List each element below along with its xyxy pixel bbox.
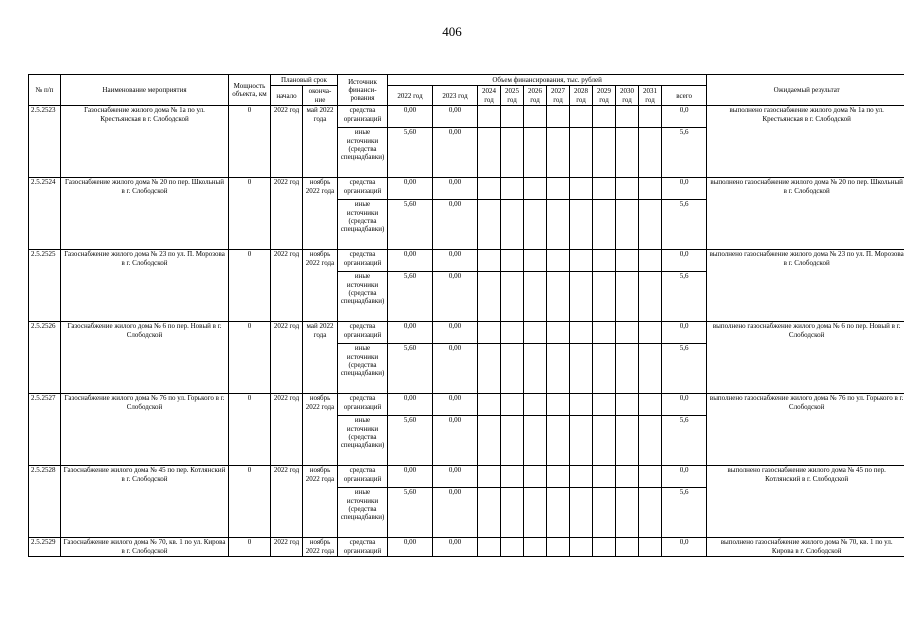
expected-result: выполнено газоснабжение жилого дома № 6 по пер. Новый в г. Слободской	[707, 322, 904, 394]
value-2022: 0,00	[388, 106, 433, 128]
source-organizations: средства организаций	[338, 106, 388, 128]
term-end: ноябрь 2022 года	[303, 538, 338, 557]
header-year-2030: 2030 год	[616, 86, 639, 106]
source-organizations: средства организаций	[338, 178, 388, 200]
header-year-2022: 2022 год	[388, 86, 433, 106]
header-term-start: начало	[271, 86, 303, 106]
value-2022: 0,00	[388, 250, 433, 272]
source-other: иные источники (средства спецнадбавки)	[338, 344, 388, 394]
source-other: иные источники (средства спецнадбавки)	[338, 272, 388, 322]
page-number: 406	[442, 24, 462, 39]
value-2029	[593, 466, 616, 488]
value-2023: 0,00	[433, 538, 478, 557]
header-year-2029: 2029 год	[593, 86, 616, 106]
value-2029	[593, 106, 616, 128]
value-2028	[570, 178, 593, 200]
table-header	[29, 75, 904, 106]
term-end: ноябрь 2022 года	[303, 178, 338, 250]
term-start: 2022 год	[271, 106, 303, 178]
header-year-2024: 2024 год	[478, 86, 501, 106]
value-2030	[616, 128, 639, 178]
value-total: 0,0	[662, 538, 707, 557]
value-2031	[639, 322, 662, 344]
source-other: иные источники (средства спецнадбавки)	[338, 488, 388, 538]
value-2030	[616, 178, 639, 200]
value-2025	[501, 394, 524, 416]
value-2028	[570, 466, 593, 488]
value-2030	[616, 466, 639, 488]
header-volume: Объем финансирования, тыс. рублей	[388, 75, 707, 86]
value-2030	[616, 250, 639, 272]
value-2031	[639, 488, 662, 538]
value-2025	[501, 106, 524, 128]
source-other: иные источники (средства спецнадбавки)	[338, 128, 388, 178]
value-2026	[524, 250, 547, 272]
value-2026	[524, 466, 547, 488]
value-2029	[593, 394, 616, 416]
value-2023: 0,00	[433, 394, 478, 416]
value-2026	[524, 488, 547, 538]
term-start: 2022 год	[271, 466, 303, 538]
value-total: 5,6	[662, 488, 707, 538]
table-row	[29, 538, 904, 557]
value-2022: 5,60	[388, 344, 433, 394]
term-end: май 2022 года	[303, 106, 338, 178]
header-total: всего	[662, 86, 707, 106]
table-row	[29, 106, 904, 128]
value-2026	[524, 200, 547, 250]
value-2026	[524, 394, 547, 416]
value-2029	[593, 128, 616, 178]
value-2027	[547, 394, 570, 416]
value-total: 0,0	[662, 466, 707, 488]
value-2026	[524, 178, 547, 200]
financing-table	[28, 74, 904, 557]
value-2028	[570, 416, 593, 466]
value-2027	[547, 272, 570, 322]
value-total: 5,6	[662, 344, 707, 394]
measure-name: Газоснабжение жилого дома № 6 по пер. Новый в г. Слободской	[61, 322, 229, 394]
value-2031	[639, 416, 662, 466]
value-2026	[524, 106, 547, 128]
value-total: 5,6	[662, 416, 707, 466]
value-2025	[501, 250, 524, 272]
header-capacity: Мощность объекта, км	[229, 75, 271, 106]
value-2027	[547, 488, 570, 538]
value-2028	[570, 322, 593, 344]
value-2031	[639, 106, 662, 128]
value-2023: 0,00	[433, 344, 478, 394]
value-2023: 0,00	[433, 128, 478, 178]
value-2025	[501, 344, 524, 394]
value-2024	[478, 394, 501, 416]
value-2026	[524, 538, 547, 557]
value-2026	[524, 344, 547, 394]
value-2027	[547, 250, 570, 272]
value-2022: 5,60	[388, 272, 433, 322]
value-total: 5,6	[662, 272, 707, 322]
value-2023: 0,00	[433, 272, 478, 322]
value-2023: 0,00	[433, 106, 478, 128]
value-2028	[570, 272, 593, 322]
value-2027	[547, 200, 570, 250]
value-2024	[478, 106, 501, 128]
measure-name: Газоснабжение жилого дома № 1а по ул. Крестьянская в г. Слободской	[61, 106, 229, 178]
value-total: 0,0	[662, 178, 707, 200]
value-2025	[501, 200, 524, 250]
measure-name: Газоснабжение жилого дома № 45 по пер. Котлянский в г. Слободской	[61, 466, 229, 538]
measure-name: Газоснабжение жилого дома № 20 по пер. Школьный в г. Слободской	[61, 178, 229, 250]
value-2029	[593, 344, 616, 394]
value-2030	[616, 272, 639, 322]
header-no: № п/п	[29, 75, 61, 106]
value-2029	[593, 200, 616, 250]
value-2031	[639, 344, 662, 394]
header-year-2023: 2023 год	[433, 86, 478, 106]
expected-result: выполнено газоснабжение жилого дома № 23 по ул. П. Морозова в г. Слободской	[707, 250, 904, 322]
value-2029	[593, 250, 616, 272]
source-other: иные источники (средства спецнадбавки)	[338, 416, 388, 466]
value-2029	[593, 416, 616, 466]
value-2030	[616, 538, 639, 557]
value-2025	[501, 272, 524, 322]
header-year-2026: 2026 год	[524, 86, 547, 106]
table-body	[29, 106, 904, 557]
header-year-2028: 2028 год	[570, 86, 593, 106]
header-year-2025: 2025 год	[501, 86, 524, 106]
capacity-value: 0	[229, 178, 271, 250]
table-row	[29, 250, 904, 272]
value-2025	[501, 416, 524, 466]
value-2024	[478, 250, 501, 272]
value-2022: 0,00	[388, 394, 433, 416]
value-2023: 0,00	[433, 200, 478, 250]
header-name: Наименование мероприятия	[61, 75, 229, 106]
value-2031	[639, 178, 662, 200]
capacity-value: 0	[229, 322, 271, 394]
value-2025	[501, 128, 524, 178]
value-2031	[639, 250, 662, 272]
header-year-2031: 2031 год	[639, 86, 662, 106]
value-total: 5,6	[662, 200, 707, 250]
value-2025	[501, 538, 524, 557]
value-2028	[570, 488, 593, 538]
term-start: 2022 год	[271, 538, 303, 557]
value-2023: 0,00	[433, 322, 478, 344]
value-2031	[639, 466, 662, 488]
source-organizations: средства организаций	[338, 466, 388, 488]
row-number: 2.5.2529	[29, 538, 61, 557]
value-2022: 5,60	[388, 488, 433, 538]
capacity-value: 0	[229, 394, 271, 466]
value-2027	[547, 178, 570, 200]
value-2028	[570, 394, 593, 416]
value-2023: 0,00	[433, 488, 478, 538]
value-2027	[547, 416, 570, 466]
value-2028	[570, 538, 593, 557]
value-2029	[593, 178, 616, 200]
value-2030	[616, 416, 639, 466]
value-2024	[478, 178, 501, 200]
value-2030	[616, 322, 639, 344]
value-2024	[478, 538, 501, 557]
term-end: ноябрь 2022 года	[303, 250, 338, 322]
value-2031	[639, 272, 662, 322]
value-2028	[570, 250, 593, 272]
value-2027	[547, 466, 570, 488]
value-2026	[524, 416, 547, 466]
value-2031	[639, 394, 662, 416]
value-2027	[547, 322, 570, 344]
value-2024	[478, 322, 501, 344]
value-2022: 5,60	[388, 416, 433, 466]
value-2031	[639, 200, 662, 250]
expected-result: выполнено газоснабжение жилого дома № 45 по пер. Котлянский в г. Слободской	[707, 466, 904, 538]
value-2024	[478, 272, 501, 322]
capacity-value: 0	[229, 250, 271, 322]
value-2024	[478, 466, 501, 488]
value-2023: 0,00	[433, 416, 478, 466]
term-end: ноябрь 2022 года	[303, 394, 338, 466]
source-organizations: средства организаций	[338, 394, 388, 416]
term-start: 2022 год	[271, 250, 303, 322]
value-2023: 0,00	[433, 178, 478, 200]
value-2022: 5,60	[388, 128, 433, 178]
measure-name: Газоснабжение жилого дома № 23 по ул. П. Морозова в г. Слободской	[61, 250, 229, 322]
expected-result: выполнено газоснабжение жилого дома № 70, кв. 1 по ул. Кирова в г. Слободской	[707, 538, 904, 557]
value-2030	[616, 488, 639, 538]
value-2025	[501, 488, 524, 538]
expected-result: выполнено газоснабжение жилого дома № 76 по ул. Горького в г. Слободской	[707, 394, 904, 466]
value-2029	[593, 322, 616, 344]
header-year-2027: 2027 год	[547, 86, 570, 106]
value-2029	[593, 272, 616, 322]
value-2027	[547, 128, 570, 178]
value-2028	[570, 128, 593, 178]
value-total: 0,0	[662, 106, 707, 128]
value-2024	[478, 416, 501, 466]
capacity-value: 0	[229, 466, 271, 538]
value-2023: 0,00	[433, 466, 478, 488]
value-2025	[501, 466, 524, 488]
value-total: 0,0	[662, 322, 707, 344]
measure-name: Газоснабжение жилого дома № 76 по ул. Горького в г. Слободской	[61, 394, 229, 466]
header-source: Источник финанси-рования	[338, 75, 388, 106]
term-start: 2022 год	[271, 178, 303, 250]
row-number: 2.5.2523	[29, 106, 61, 178]
table-row	[29, 322, 904, 344]
term-end: ноябрь 2022 года	[303, 466, 338, 538]
value-2024	[478, 200, 501, 250]
value-2028	[570, 344, 593, 394]
value-2022: 0,00	[388, 538, 433, 557]
value-2030	[616, 394, 639, 416]
value-2027	[547, 538, 570, 557]
value-2029	[593, 538, 616, 557]
row-number: 2.5.2527	[29, 394, 61, 466]
measure-name: Газоснабжение жилого дома № 70, кв. 1 по ул. Кирова в г. Слободской	[61, 538, 229, 557]
capacity-value: 0	[229, 538, 271, 557]
value-2026	[524, 322, 547, 344]
source-other: иные источники (средства спецнадбавки)	[338, 200, 388, 250]
value-2031	[639, 128, 662, 178]
row-number: 2.5.2524	[29, 178, 61, 250]
value-2030	[616, 200, 639, 250]
source-organizations: средства организаций	[338, 538, 388, 557]
value-2023: 0,00	[433, 250, 478, 272]
term-start: 2022 год	[271, 394, 303, 466]
header-term: Плановый срок	[271, 75, 338, 86]
value-2026	[524, 128, 547, 178]
value-2025	[501, 322, 524, 344]
term-start: 2022 год	[271, 322, 303, 394]
value-2024	[478, 128, 501, 178]
table-row	[29, 394, 904, 416]
value-2028	[570, 106, 593, 128]
header-result: Ожидаемый результат	[707, 75, 904, 106]
value-2027	[547, 344, 570, 394]
source-organizations: средства организаций	[338, 250, 388, 272]
row-number: 2.5.2528	[29, 466, 61, 538]
source-organizations: средства организаций	[338, 322, 388, 344]
value-total: 0,0	[662, 250, 707, 272]
value-2028	[570, 200, 593, 250]
value-2025	[501, 178, 524, 200]
row-number: 2.5.2526	[29, 322, 61, 394]
table-row	[29, 466, 904, 488]
expected-result: выполнено газоснабжение жилого дома № 1а по ул. Крестьянская в г. Слободской	[707, 106, 904, 178]
expected-result: выполнено газоснабжение жилого дома № 20 по пер. Школьный в г. Слободской	[707, 178, 904, 250]
term-end: май 2022 года	[303, 322, 338, 394]
value-2030	[616, 344, 639, 394]
value-2022: 0,00	[388, 466, 433, 488]
value-2030	[616, 106, 639, 128]
capacity-value: 0	[229, 106, 271, 178]
value-2026	[524, 272, 547, 322]
value-total: 0,0	[662, 394, 707, 416]
value-total: 5,6	[662, 128, 707, 178]
value-2027	[547, 106, 570, 128]
value-2022: 0,00	[388, 178, 433, 200]
header-term-end: оконча-ние	[303, 86, 338, 106]
value-2024	[478, 488, 501, 538]
value-2031	[639, 538, 662, 557]
value-2022: 5,60	[388, 200, 433, 250]
table-row	[29, 178, 904, 200]
value-2022: 0,00	[388, 322, 433, 344]
value-2024	[478, 344, 501, 394]
value-2029	[593, 488, 616, 538]
row-number: 2.5.2525	[29, 250, 61, 322]
